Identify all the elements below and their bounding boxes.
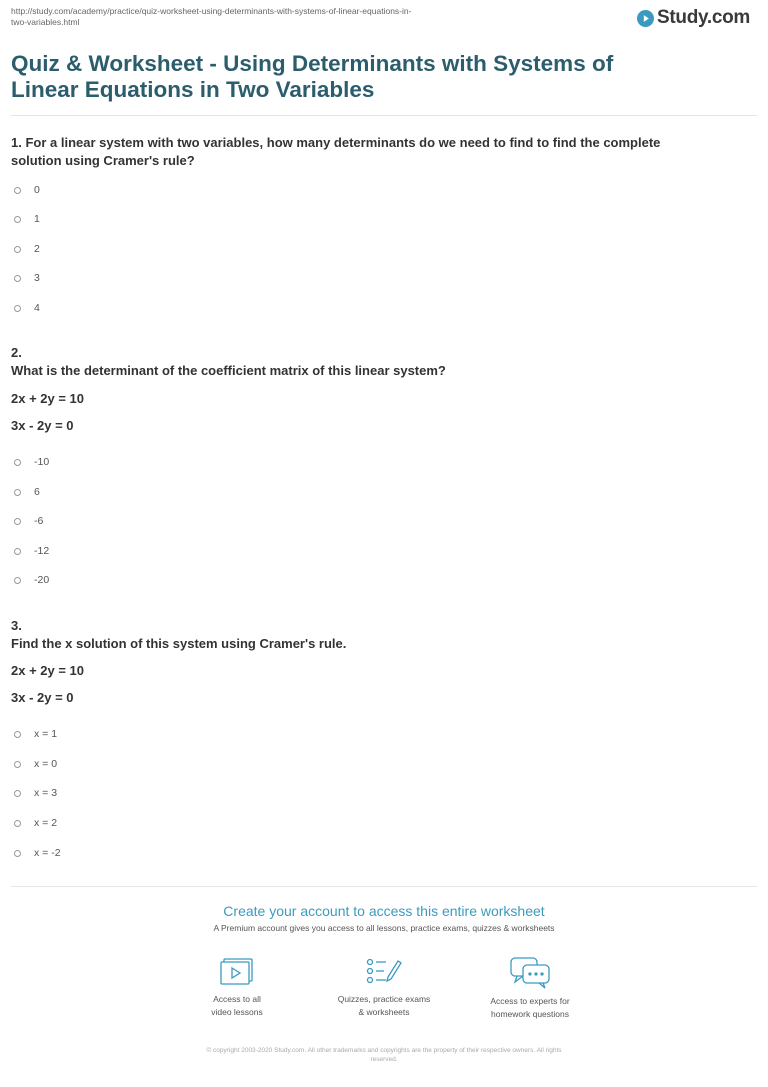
question-3-equation-2: 3x - 2y = 0 bbox=[11, 690, 74, 705]
q3-option-5[interactable] bbox=[14, 847, 61, 859]
feature-label-line-2: & worksheets bbox=[358, 1007, 410, 1017]
divider bbox=[11, 115, 757, 116]
q3-option-3[interactable] bbox=[14, 787, 57, 799]
radio-button[interactable] bbox=[14, 548, 21, 555]
option-label: x = -2 bbox=[34, 847, 61, 859]
title-line-1: Quiz & Worksheet - Using Determinants with Systems of bbox=[11, 51, 614, 76]
q1-option-4[interactable] bbox=[14, 272, 40, 284]
footer-line-1: © copyright 2003-2020 Study.com. All other trademarks and copyrights are the property of their respective owners. All rights bbox=[206, 1047, 562, 1054]
quiz-checklist-icon bbox=[364, 955, 404, 987]
option-label: -20 bbox=[34, 574, 50, 586]
option-label: 4 bbox=[34, 302, 40, 314]
page-title bbox=[11, 51, 711, 103]
option-label: 1 bbox=[34, 213, 40, 225]
q2-option-5[interactable] bbox=[14, 574, 49, 586]
q3-option-2[interactable] bbox=[14, 758, 57, 770]
option-label: 2 bbox=[34, 243, 40, 255]
q1-option-5[interactable] bbox=[14, 302, 40, 314]
url-line-1: http://study.com/academy/practice/quiz-worksheet-using-determinants-with-systems-of-linear-equations-in- bbox=[11, 6, 412, 16]
q1-option-2[interactable] bbox=[14, 213, 40, 225]
question-2-text bbox=[11, 344, 741, 380]
question-3-number: 3. bbox=[11, 618, 22, 633]
radio-button[interactable] bbox=[14, 731, 21, 738]
feature-label-line-1: Access to all bbox=[213, 994, 261, 1004]
option-label: -6 bbox=[34, 515, 44, 527]
radio-button[interactable] bbox=[14, 216, 21, 223]
radio-button[interactable] bbox=[14, 820, 21, 827]
question-1-text bbox=[11, 134, 741, 170]
copyright-footer bbox=[0, 1046, 768, 1064]
question-3-equation-1: 2x + 2y = 10 bbox=[11, 663, 85, 678]
video-lesson-icon bbox=[218, 955, 256, 987]
feature-label-line-1: Quizzes, practice exams bbox=[337, 994, 431, 1004]
footer-line-2: reserved. bbox=[370, 1056, 398, 1063]
title-line-2: Linear Equations in Two Variables bbox=[11, 77, 375, 102]
radio-button[interactable] bbox=[14, 275, 21, 282]
q3-option-4[interactable] bbox=[14, 817, 57, 829]
question-3-prompt: Find the x solution of this system using Cramer's rule. bbox=[11, 636, 347, 651]
option-label: 3 bbox=[34, 272, 40, 284]
radio-button[interactable] bbox=[14, 459, 21, 466]
url-line-2: two-variables.html bbox=[11, 17, 80, 27]
cta-title[interactable]: Create your account to access this entire worksheet bbox=[223, 903, 545, 919]
radio-button[interactable] bbox=[14, 305, 21, 312]
feature-experts bbox=[460, 955, 600, 1021]
cta-subtitle: A Premium account gives you access to all lessons, practice exams, quizzes & worksheets bbox=[213, 923, 555, 933]
radio-button[interactable] bbox=[14, 790, 21, 797]
radio-button[interactable] bbox=[14, 489, 21, 496]
feature-label-line-2: homework questions bbox=[491, 1009, 569, 1019]
q2-option-3[interactable] bbox=[14, 515, 43, 527]
option-label: 0 bbox=[34, 184, 40, 196]
option-label: x = 1 bbox=[34, 728, 58, 740]
question-1-line-2: solution using Cramer's rule? bbox=[11, 153, 195, 168]
q1-option-1[interactable] bbox=[14, 184, 40, 196]
radio-button[interactable] bbox=[14, 187, 21, 194]
radio-button[interactable] bbox=[14, 246, 21, 253]
radio-button[interactable] bbox=[14, 850, 21, 857]
feature-label-line-2: video lessons bbox=[211, 1007, 263, 1017]
question-3-text bbox=[11, 617, 741, 653]
option-label: x = 0 bbox=[34, 758, 58, 770]
feature-quizzes bbox=[314, 955, 454, 1019]
chat-bubbles-icon bbox=[509, 955, 551, 989]
option-label: x = 2 bbox=[34, 817, 58, 829]
question-1-line-1: 1. For a linear system with two variables, how many determinants do we need to find to find the complete bbox=[11, 135, 661, 150]
question-2-equation-2: 3x - 2y = 0 bbox=[11, 418, 74, 433]
q2-option-1[interactable] bbox=[14, 456, 49, 468]
feature-video-lessons bbox=[167, 955, 307, 1019]
radio-button[interactable] bbox=[14, 577, 21, 584]
q3-option-1[interactable] bbox=[14, 728, 57, 740]
radio-button[interactable] bbox=[14, 761, 21, 768]
question-2-equation-1: 2x + 2y = 10 bbox=[11, 391, 85, 406]
logo-text: Study.com bbox=[656, 7, 750, 28]
study-logo-icon bbox=[637, 10, 654, 27]
q2-option-4[interactable] bbox=[14, 545, 49, 557]
question-2-number: 2. bbox=[11, 345, 22, 360]
feature-label-line-1: Access to experts for bbox=[490, 996, 570, 1006]
radio-button[interactable] bbox=[14, 518, 21, 525]
study-logo bbox=[637, 7, 750, 29]
option-label: -10 bbox=[34, 456, 50, 468]
option-label: x = 3 bbox=[34, 787, 58, 799]
option-label: -12 bbox=[34, 545, 50, 557]
question-2-prompt: What is the determinant of the coefficient matrix of this linear system? bbox=[11, 363, 446, 378]
option-label: 6 bbox=[34, 486, 40, 498]
q2-option-2[interactable] bbox=[14, 486, 40, 498]
source-url bbox=[11, 6, 531, 28]
divider bbox=[11, 886, 757, 887]
q1-option-3[interactable] bbox=[14, 243, 40, 255]
